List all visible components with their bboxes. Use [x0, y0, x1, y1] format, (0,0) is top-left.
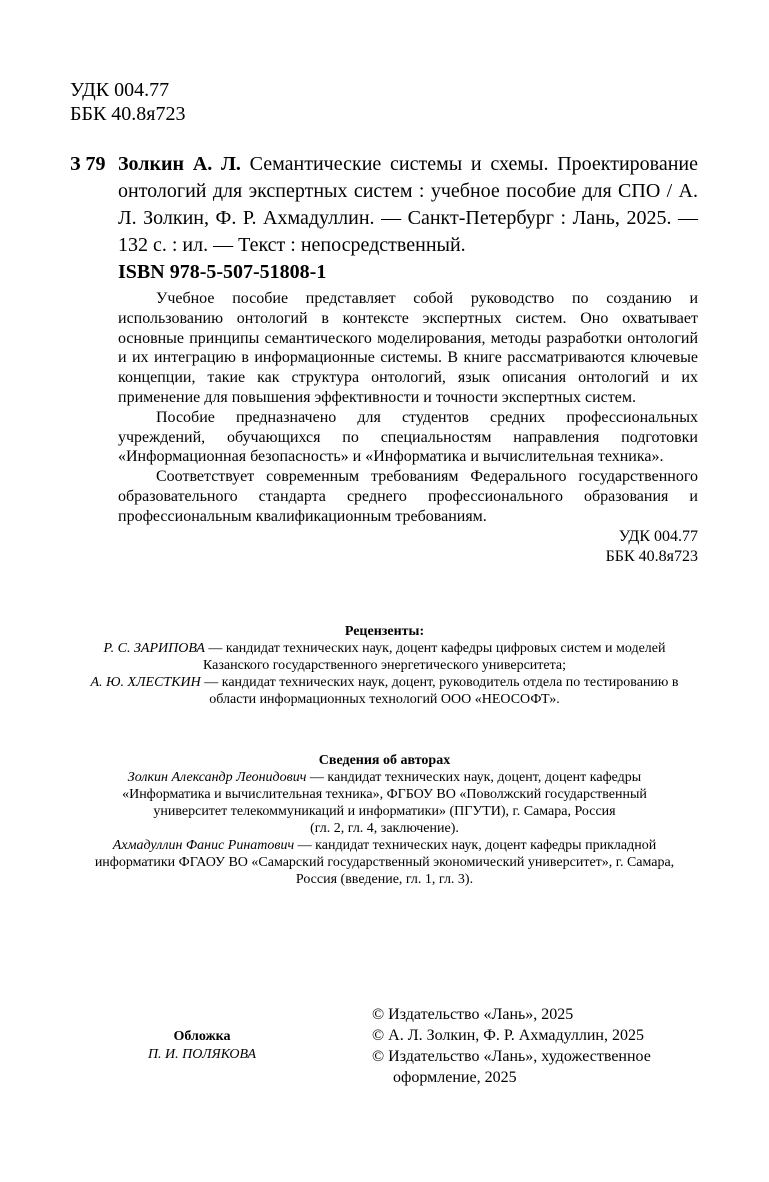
cover-designer: П. И. ПОЛЯКОВА	[147, 1047, 257, 1062]
reviewers-section	[40, 623, 729, 708]
author-entry	[40, 837, 729, 854]
isbn: ISBN 978-5-507-51808-1	[118, 261, 327, 283]
reviewer-name: А. Ю. ХЛЕСТКИН	[90, 675, 201, 690]
udk-code: УДК 004.77	[70, 79, 170, 101]
reviewer-desc: — кандидат технических наук, доцент кафедры цифровых систем и моделей	[204, 641, 666, 656]
author-name: Золкин Александр Леонидович	[127, 770, 307, 785]
copyright-line: © А. Л. Золкин, Ф. Р. Ахмадуллин, 2025	[372, 1027, 644, 1044]
author-desc-cont: Россия (введение, гл. 1, гл. 3).	[295, 872, 474, 887]
author-desc-cont: (гл. 2, гл. 4, заключение).	[310, 821, 459, 836]
author-mark: З 79	[70, 153, 106, 175]
reviewer-name: Р. С. ЗАРИПОВА	[103, 641, 205, 656]
author-lead: Золкин А. Л.	[118, 153, 241, 175]
annotation-paragraph: Пособие предназначено для студентов средних профессиональных учреждений, обучающихся по специальностям направления подготовки «Информационная безопасность» и «Информатика и вычислительная техника».	[118, 408, 698, 466]
bbk-code: ББК 40.8я723	[70, 103, 186, 125]
header-codes	[70, 78, 186, 126]
reviewer-entry	[40, 674, 729, 691]
annotation-paragraph: Учебное пособие представляет собой руководство по созданию и использованию онтологий в контексте экспертных систем. Оно охватывает основные принципы семантического моделирования, методы разработки онтологий и их интеграцию в информационные системы. В книге рассматриваются ключевые концепции, такие как структура онтологий, язык описания онтологий и их применение для повышения эффективности и точности экспертных систем.	[118, 290, 698, 406]
author-desc-cont: информатики ФГАОУ ВО «Самарский государственный экономический университет», г. Самара,	[94, 855, 675, 870]
bbk-code-bottom: ББК 40.8я723	[605, 547, 698, 565]
copyright-line: © Издательство «Лань», 2025	[372, 1006, 574, 1023]
footer-codes	[606, 527, 698, 566]
author-name: Ахмадуллин Фанис Ринатович	[112, 838, 295, 853]
annotation	[118, 289, 698, 527]
reviewer-desc-cont: области информационных технологий ООО «НЕОСОФТ».	[209, 692, 560, 707]
cover-credit	[118, 1028, 286, 1064]
author-desc-cont: университет телекоммуникаций и информатики» (ПГУТИ), г. Самара, Россия	[153, 804, 616, 819]
author-desc-cont: «Информатика и вычислительная техника», ФГБОУ ВО «Поволжский государственный	[122, 787, 647, 802]
reviewer-desc: — кандидат технических наук, доцент, руководитель отдела по тестированию в	[200, 675, 679, 690]
authors-heading: Сведения об авторах	[318, 753, 451, 768]
copyright-line: © Издательство «Лань», художественное оформление, 2025	[372, 1048, 651, 1086]
bibliographic-record	[118, 151, 698, 259]
reviewers-heading: Рецензенты:	[344, 624, 425, 639]
reviewer-desc-cont: Казанского государственного энергетического университета;	[202, 658, 567, 673]
reviewer-entry	[40, 640, 729, 657]
author-desc: — кандидат технических наук, доцент кафедры прикладной	[294, 838, 657, 853]
author-entry	[40, 769, 729, 786]
udk-code-bottom: УДК 004.77	[618, 528, 698, 545]
author-desc: — кандидат технических наук, доцент, доцент кафедры	[306, 770, 642, 785]
annotation-paragraph: Соответствует современным требованиям Федерального государственного образовательного стандарта среднего профессионального образования и профессиональным квалификационным требованиям.	[118, 468, 698, 525]
authors-section	[40, 752, 729, 888]
bibliographic-text: Семантические системы и схемы. Проектирование онтологий для экспертных систем : учебное пособие для СПО / А. Л. Золкин, Ф. Р. Ахмадуллин. — Санкт-Петербург : Лань, 2025. — 132 с. : ил. — Текст : непосредственный.	[118, 153, 699, 256]
cover-heading: Обложка	[173, 1029, 231, 1044]
copyright-block	[372, 1004, 693, 1088]
